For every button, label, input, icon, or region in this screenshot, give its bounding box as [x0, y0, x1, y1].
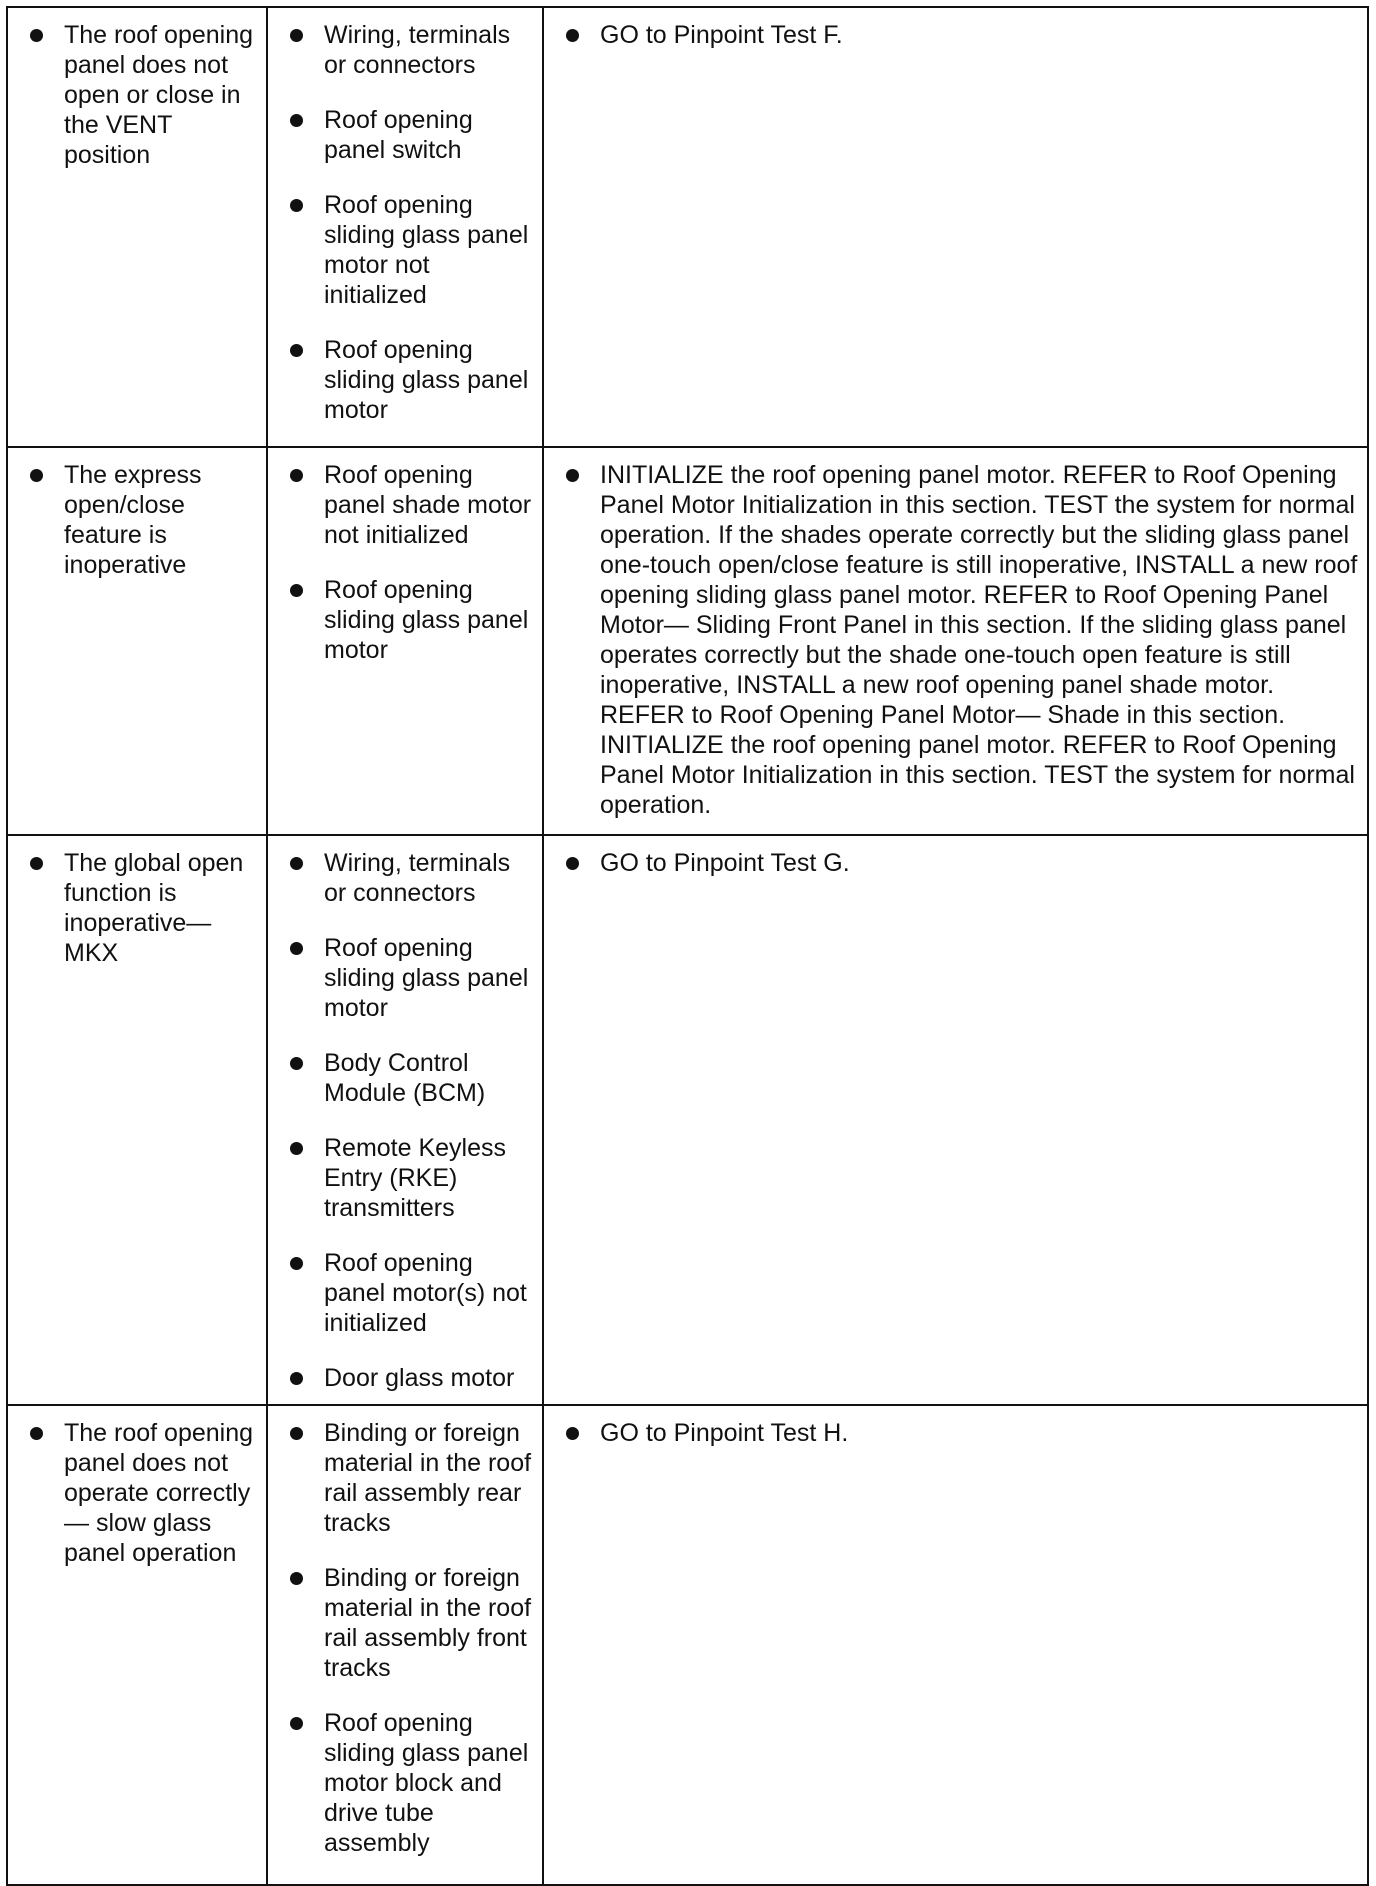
action-text: GO to Pinpoint Test F.	[600, 21, 843, 49]
bullet-icon	[290, 344, 303, 357]
list-item	[28, 460, 258, 580]
cause-text: Roof opening panel motor(s) not initialized	[324, 1249, 527, 1337]
condition-text: The roof opening panel does not open or close in the VENT position	[64, 21, 254, 169]
condition-cell	[7, 835, 267, 1405]
list-item	[28, 1418, 258, 1568]
causes-cell	[267, 1405, 543, 1885]
list-item	[288, 1363, 534, 1393]
bullet-icon	[566, 29, 579, 42]
list-item	[564, 848, 1359, 878]
cause-text: Roof opening panel shade motor not initialized	[324, 461, 532, 549]
causes-cell	[267, 835, 543, 1405]
condition-cell	[7, 1405, 267, 1885]
bullet-icon	[290, 469, 303, 482]
cause-text: Binding or foreign material in the roof rail assembly rear tracks	[324, 1419, 532, 1537]
list-item	[564, 20, 1359, 50]
list-item	[28, 848, 258, 968]
bullet-icon	[290, 1257, 303, 1270]
list-item	[288, 190, 534, 310]
cause-text: Roof opening panel switch	[324, 106, 473, 164]
bullet-icon	[30, 1427, 43, 1440]
bullet-icon	[290, 199, 303, 212]
list-item	[288, 460, 534, 550]
symptom-chart-table	[6, 6, 1369, 1886]
bullet-icon	[30, 857, 43, 870]
bullet-icon	[566, 469, 579, 482]
cause-text: Roof opening sliding glass panel motor not initialized	[324, 191, 529, 309]
causes-cell	[267, 7, 543, 447]
cause-text: Roof opening sliding glass panel motor	[324, 336, 529, 424]
list-item	[288, 1708, 534, 1858]
cause-text: Wiring, terminals or connectors	[324, 21, 511, 79]
list-item	[288, 1248, 534, 1338]
bullet-icon	[566, 857, 579, 870]
action-text: GO to Pinpoint Test H.	[600, 1419, 849, 1447]
bullet-icon	[290, 942, 303, 955]
bullet-icon	[290, 1717, 303, 1730]
action-cell	[543, 1405, 1368, 1885]
bullet-icon	[566, 1427, 579, 1440]
cause-text: Binding or foreign material in the roof rail assembly front tracks	[324, 1564, 532, 1682]
cause-text: Remote Keyless Entry (RKE) transmitters	[324, 1134, 507, 1222]
table-row	[7, 1405, 1368, 1885]
bullet-icon	[290, 1572, 303, 1585]
cause-text: Wiring, terminals or connectors	[324, 849, 511, 907]
causes-cell	[267, 447, 543, 835]
list-item	[288, 20, 534, 80]
table-row	[7, 447, 1368, 835]
bullet-icon	[30, 29, 43, 42]
list-item	[288, 105, 534, 165]
cause-text: Body Control Module (BCM)	[324, 1049, 486, 1107]
action-text: INITIALIZE the roof opening panel motor. REFER to Roof Opening Panel Motor Initialization in this section. TEST the system for normal operation. If the shades operate correctly but the sliding glass panel one-touch open/close feature is still inoperative, INSTALL a new roof opening sliding glass panel motor. REFER to Roof Opening Panel Motor— Sliding Front Panel in this section. If the sliding glass panel operates correctly but the shade one-touch open feature is still inoperative, INSTALL a new roof opening panel shade motor. REFER to Roof Opening Panel Motor— Shade in this section. INITIALIZE the roof opening panel motor. REFER to Roof Opening Panel Motor Initialization in this section. TEST the system for normal operation.	[600, 461, 1358, 819]
bullet-icon	[290, 29, 303, 42]
list-item	[288, 575, 534, 665]
bullet-icon	[290, 857, 303, 870]
bullet-icon	[290, 1427, 303, 1440]
table-row	[7, 835, 1368, 1405]
cause-text: Door glass motor	[324, 1364, 515, 1392]
cause-text: Roof opening sliding glass panel motor	[324, 934, 529, 1022]
condition-cell	[7, 7, 267, 447]
action-cell	[543, 835, 1368, 1405]
list-item	[28, 20, 258, 170]
bullet-icon	[290, 114, 303, 127]
cause-text: Roof opening sliding glass panel motor block and drive tube assembly	[324, 1709, 529, 1857]
action-cell	[543, 7, 1368, 447]
list-item	[564, 1418, 1359, 1448]
list-item	[288, 1048, 534, 1108]
list-item	[288, 1563, 534, 1683]
list-item	[288, 933, 534, 1023]
condition-text: The roof opening panel does not operate correctly— slow glass panel operation	[64, 1419, 254, 1567]
list-item	[288, 335, 534, 425]
bullet-icon	[290, 584, 303, 597]
bullet-icon	[290, 1057, 303, 1070]
action-text: GO to Pinpoint Test G.	[600, 849, 850, 877]
list-item	[564, 460, 1359, 820]
condition-text: The express open/close feature is inoperative	[64, 461, 202, 579]
condition-cell	[7, 447, 267, 835]
cause-text: Roof opening sliding glass panel motor	[324, 576, 529, 664]
list-item	[288, 848, 534, 908]
bullet-icon	[290, 1372, 303, 1385]
list-item	[288, 1133, 534, 1223]
table-row	[7, 7, 1368, 447]
condition-text: The global open function is inoperative— MKX	[64, 849, 244, 967]
bullet-icon	[290, 1142, 303, 1155]
list-item	[288, 1418, 534, 1538]
bullet-icon	[30, 469, 43, 482]
action-cell	[543, 447, 1368, 835]
